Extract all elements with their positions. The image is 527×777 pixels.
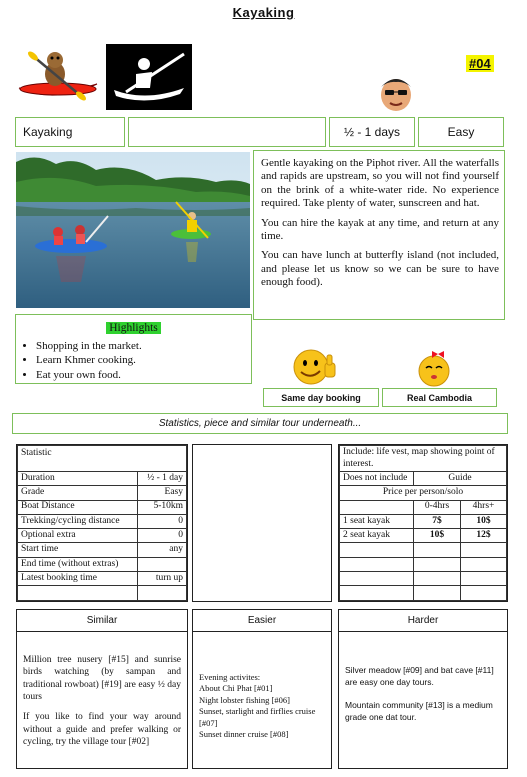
info-duration: ½ - 1 days [343,125,401,139]
description-box [253,150,505,320]
easier-line: Evening activites: [199,672,261,682]
easier-box [192,609,332,769]
price-value [461,572,507,586]
table-row [18,514,187,528]
table-row [18,529,187,543]
stat-label: Boat Distance [18,500,138,514]
stat-label: End time (without extras) [18,557,138,571]
real-cambodia-button[interactable]: Real Cambodia [382,388,497,407]
stat-label: Optional extra [18,529,138,543]
price-box [338,444,508,602]
price-label: 1 seat kayak [340,514,414,528]
price-label [340,557,414,571]
price-value [461,557,507,571]
harder-header: Harder [339,610,507,632]
stat-value: turn up [138,572,187,586]
price-table [339,445,507,601]
statistic-header: Statistic [18,446,187,472]
stat-value [138,586,187,600]
price-label [340,586,414,600]
easier-line: Night lobster fishing [#06] [199,694,290,705]
price-value [461,586,507,600]
price-value: 7$ [414,514,461,528]
stat-value [138,557,187,571]
statistic-table [17,445,187,601]
kayak-pictogram-icon [106,44,192,110]
page-title: Kayaking [232,5,295,20]
tour-number-badge: #04 [466,55,494,72]
table-row [18,500,187,514]
stat-value: Easy [138,486,187,500]
not-include-label: Does not include [340,472,414,486]
price-value [414,572,461,586]
table-row [340,514,507,528]
price-value [414,557,461,571]
stat-value: 0 [138,514,187,528]
table-row [340,572,507,586]
stat-label: Trekking/cycling distance [18,514,138,528]
harder-p2: Mountain community [#13] is a medium grade one dat tour. [345,699,493,722]
price-value [461,543,507,557]
piece-box [192,444,332,602]
price-value: 10$ [414,529,461,543]
not-include-value: Guide [414,472,507,486]
harder-box [338,609,508,769]
price-value [414,586,461,600]
easier-line: Sunset, starlight and firflies cruise [#07] [199,706,316,728]
stat-label [18,586,138,600]
info-grade: Easy [447,125,475,139]
thumbs-up-smiley-icon [289,347,341,387]
price-per-person: Price per person/solo [340,486,507,500]
table-row [340,543,507,557]
description-p1: Gentle kayaking on the Piphot river. All the waterfalls and rapids are upstream, so you will not find yourself on the brink of a white-water ride. No experience required. Take plenty of water, sunscreen and hat. [261,157,499,210]
info-duration-cell [329,117,415,147]
similar-p2: If you like to find your way around without a guide and prefer walking or cycling, try the village tour [#02] [23,712,181,748]
price-label [340,572,414,586]
same-day-booking-button[interactable]: Same day booking [263,388,379,407]
avatar-icon [376,73,416,113]
table-row [18,543,187,557]
table-row [340,586,507,600]
table-row [18,572,187,586]
table-row [18,472,187,486]
stat-value: 5-10km [138,500,187,514]
description-p2: You can hire the kayak at any time, and return at any time. [261,216,499,243]
stat-label: Start time [18,543,138,557]
price-value: 10$ [461,514,507,528]
price-label: 2 seat kayak [340,529,414,543]
price-col2: 4hrs+ [461,500,507,514]
highlight-item: • Learn Khmer cooking. [36,353,251,367]
info-name: Kayaking [23,125,73,139]
price-blank [340,500,414,514]
similar-p1: Million tree nusery [#15] and sunrise birds watching (by sampan and traditional rowboat) [#19] are easy ½ day tours [23,655,181,703]
highlight-item: • Shopping in the market. [36,339,251,353]
table-row [340,472,507,486]
easier-header: Easier [193,610,331,632]
stat-value: 0 [138,529,187,543]
kayak-cartoon-icon [15,44,101,110]
table-row [340,446,507,472]
table-row [340,529,507,543]
info-name-cell [15,117,125,147]
easier-line: Sunset dinner cruise [#08] [199,729,289,740]
similar-box [16,609,188,769]
statistic-box [16,444,188,602]
table-row [18,446,187,472]
stat-label: Grade [18,486,138,500]
table-row [340,557,507,571]
table-row [18,557,187,571]
info-grade-cell [418,117,504,147]
price-include: Include: life vest, map showing point of interest. [340,446,507,472]
price-label [340,543,414,557]
kayak-photo [16,152,250,308]
similar-header: Similar [17,610,187,632]
highlights-box [15,314,252,384]
price-value: 12$ [461,529,507,543]
price-value [414,543,461,557]
table-row [340,500,507,514]
stat-value: ½ - 1 day [138,472,187,486]
girl-smiley-icon [414,351,454,387]
table-row [18,486,187,500]
price-col1: 0-4hrs [414,500,461,514]
stats-banner: Statistics, piece and similar tour underneath... [12,413,508,434]
highlights-title: Highlights [106,322,161,334]
info-empty-cell [128,117,326,147]
stat-value: any [138,543,187,557]
harder-p1: Silver meadow [#09] and bat cave [#11] are easy one day tours. [345,665,494,688]
description-p3: You can have lunch at butterfly island (not included, and please let us know so we can be sure to have enough food). [261,249,499,289]
easier-line: About Chi Phat [#01] [199,683,273,694]
highlight-item: • Eat your own food. [36,368,251,382]
stat-label: Duration [18,472,138,486]
highlights-list [16,339,251,382]
table-row [18,586,187,600]
table-row [340,486,507,500]
stat-label: Latest booking time [18,572,138,586]
